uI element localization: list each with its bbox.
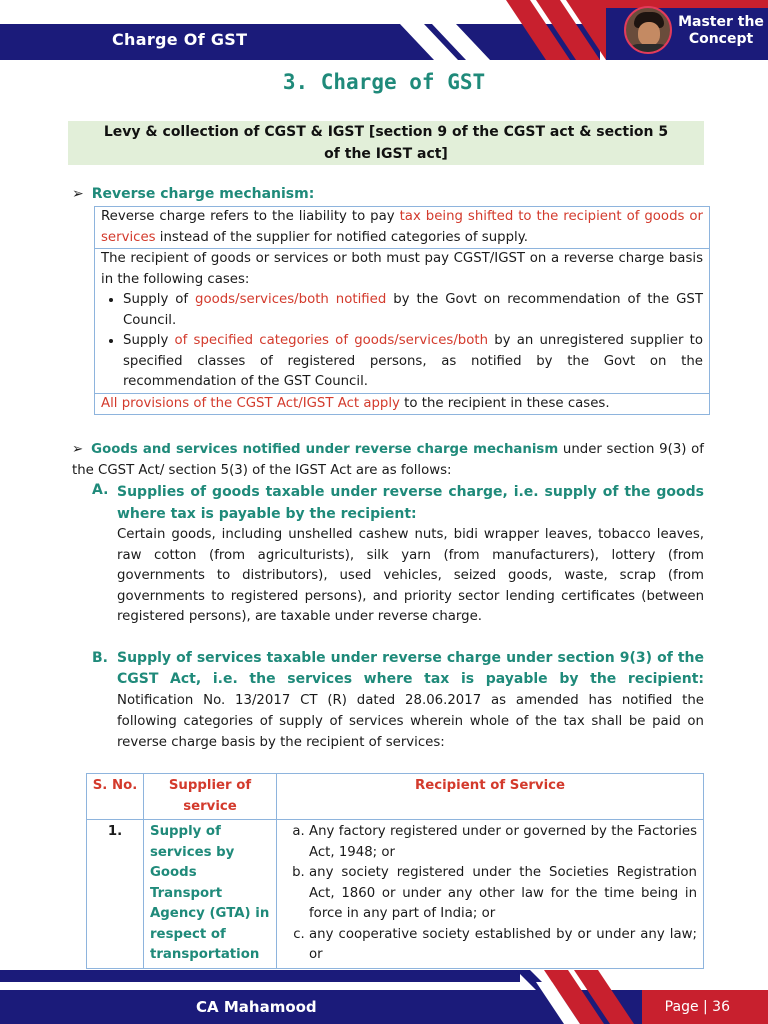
cases-cell: [95, 249, 710, 394]
cases-intro: The recipient of goods or services or both must pay CGST/IGST on a reverse charge basis in the following cases:: [101, 251, 703, 287]
cell-supplier: [144, 820, 277, 969]
case-2-text-2: by an unregistered supplier to specified classes of registered persons, as notified by the Govt on the recommendation of the GST Council.: [123, 333, 703, 389]
brand-accent: [600, 0, 768, 8]
levy-heading-box: [68, 121, 704, 165]
provisions-cell: [95, 393, 710, 415]
provisions-highlight: All provisions of the CGST Act/IGST Act apply: [101, 395, 400, 411]
item-a-heading: Supplies of goods taxable under reverse charge, i.e. supply of the goods where tax is payable by the recipient:: [117, 484, 704, 522]
recipient-list: [283, 822, 697, 966]
list-item: b. any society registered under the Societies Registration Act, 1860 or under any other law for the time being in force in any part of India; or: [309, 863, 697, 925]
header-section-title: Charge Of GST: [112, 30, 248, 49]
footer-author: CA Mahamood: [196, 998, 317, 1016]
page-footer: [0, 970, 768, 1024]
author-avatar: [624, 6, 672, 54]
footer-stripes: [516, 970, 656, 1024]
cases-list: [101, 290, 703, 393]
brand-line-2: Concept: [688, 31, 754, 47]
definition-text-2: instead of the supplier for notified categories of supply.: [155, 229, 528, 245]
arrow-bullet-icon: ➢: [72, 186, 84, 202]
table-row: [87, 820, 704, 969]
list-item: a. Any factory registered under or governed by the Factories Act, 1948; or: [309, 822, 697, 863]
case-2-text-1: Supply: [123, 333, 175, 348]
services-table: [86, 773, 704, 969]
page-header: [0, 0, 768, 60]
col-header-supplier: Supplier of service: [144, 774, 277, 820]
case-2-highlight: of specified categories of goods/services/both: [174, 333, 489, 348]
notified-paragraph: [72, 440, 704, 481]
definition-highlight: tax being shifted to the recipient of goods or services: [101, 209, 703, 245]
item-b-body: Notification No. 13/2017 CT (R) dated 28.06.2017 as amended has notified the following categories of supply of services wherein whole of the tax shall be paid on reverse charge basis by the recipient of services:: [117, 693, 704, 750]
levy-line-2: of the IGST act]: [324, 146, 448, 162]
brand-logo-text: [676, 14, 766, 48]
cell-recipient: [277, 820, 704, 969]
item-b-letter: B.: [92, 650, 108, 666]
case-item: [123, 290, 703, 331]
col-header-sno: S. No.: [87, 774, 144, 820]
reverse-charge-table: [94, 206, 710, 415]
reverse-charge-heading-text: Reverse charge mechanism:: [91, 186, 315, 202]
definition-text-1: Reverse charge refers to the liability to pay: [101, 209, 400, 224]
item-b-paragraph: [117, 648, 704, 753]
cell-sno: 1.: [87, 820, 144, 969]
case-item: [123, 331, 703, 393]
item-a-letter: A.: [92, 482, 109, 498]
footer-top-band: [0, 970, 520, 982]
header-stripes: [380, 0, 620, 60]
supplier-text: Supply of services by Goods Transport Agency (GTA) in respect of transportation: [150, 824, 270, 962]
case-1-highlight: goods/services/both notified: [195, 292, 387, 307]
notified-text: under section 9(3) of the CGST Act/ section 5(3) of the IGST Act are as follows:: [72, 442, 704, 478]
notified-heading: Goods and services notified under reverse charge mechanism: [91, 442, 559, 457]
provisions-text: to the recipient in these cases.: [399, 395, 610, 411]
definition-cell: [95, 207, 710, 249]
reverse-charge-heading: [72, 186, 314, 202]
item-b-heading: Supply of services taxable under reverse charge under section 9(3) of the CGST Act, i.e. the services where tax is payable by the recipient:: [117, 650, 704, 687]
list-item: c. any cooperative society established by or under any law; or: [309, 925, 697, 966]
col-header-recipient: Recipient of Service: [277, 774, 704, 820]
item-a-body: Certain goods, including unshelled cashew nuts, bidi wrapper leaves, tobacco leaves, raw cotton (from agriculturists), silk yarn (from manufacturers), lottery (from governments to distributors), used vehicles, seized goods, waste, scrap (from governments to registered persons), and priority sector lending certificates (between registered persons), are taxable under reverse charge.: [117, 527, 704, 624]
arrow-bullet-icon: ➢: [72, 442, 84, 457]
page-title: 3. Charge of GST: [282, 70, 486, 94]
page-number: Page | 36: [664, 999, 730, 1015]
case-1-text-1: Supply of: [123, 292, 196, 307]
brand-line-1: Master the: [678, 14, 764, 30]
levy-line-1: Levy & collection of CGST & IGST [section 9 of the CGST act & section 5: [103, 124, 669, 140]
table-header-row: [87, 774, 704, 820]
case-1-text-2: by the Govt on recommendation of the GST Council.: [123, 292, 703, 328]
